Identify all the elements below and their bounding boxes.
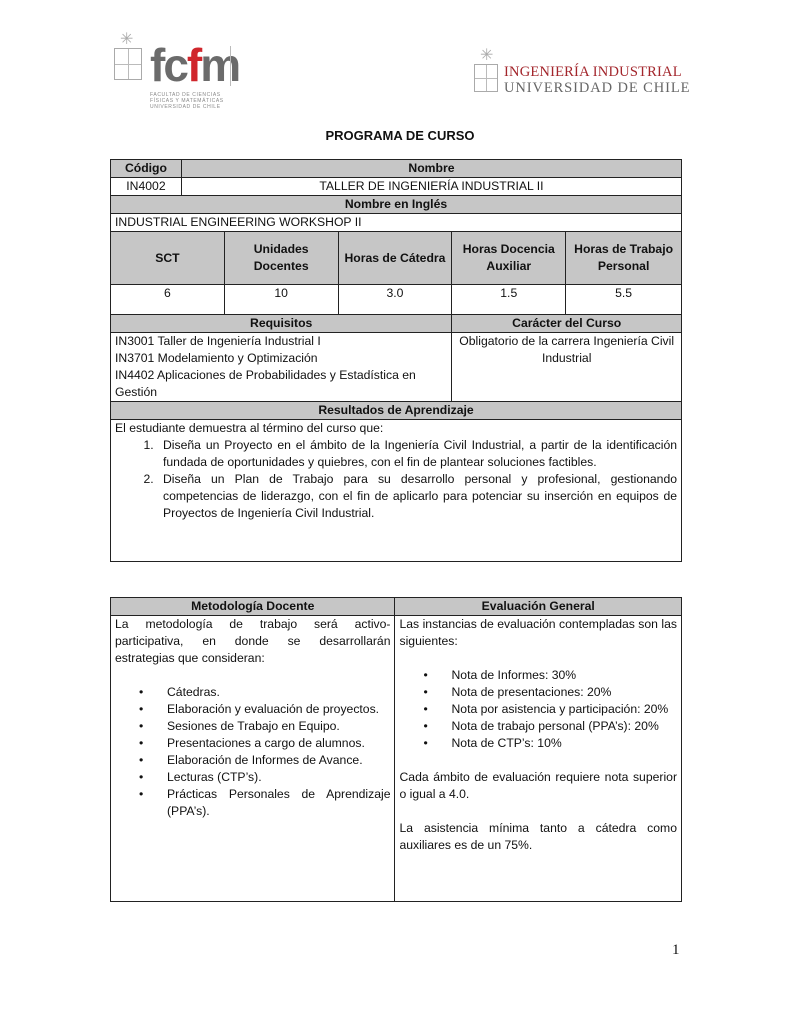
outcomes-intro: El estudiante demuestra al término del curso que: [115, 421, 384, 435]
sct-value: 6 [111, 285, 225, 315]
evaluation-item: • Nota de CTP’s: 10% [437, 735, 677, 752]
methodology-item: • Cátedras. [153, 684, 390, 701]
methodology-content [111, 616, 395, 902]
methodology-item: • Lecturas (CTP’s). [153, 769, 390, 786]
sun-emblem-icon: ✳ [120, 31, 134, 48]
requirements-header: Requisitos [111, 315, 452, 333]
logo-divider [230, 46, 231, 86]
evaluation-item: • Nota de Informes: 30% [437, 667, 677, 684]
methodology-list [115, 684, 390, 820]
lecture-hours-header: Horas de Cátedra [338, 232, 452, 285]
methodology-intro: La metodología de trabajo será activo-participativa, en donde se desarrollarán estrategias que consideran: [115, 617, 391, 665]
english-name: INDUSTRIAL ENGINEERING WORKSHOP II [111, 214, 682, 232]
methodology-header: Metodología Docente [111, 598, 395, 616]
course-info-table [110, 159, 682, 562]
course-name: TALLER DE INGENIERÍA INDUSTRIAL II [181, 178, 681, 196]
lecture-hours-value: 3.0 [338, 285, 452, 315]
auxiliary-hours-header: Horas Docencia Auxiliar [452, 232, 566, 285]
personal-work-hours-header: Horas de Trabajo Personal [566, 232, 682, 285]
outcomes-list [115, 437, 677, 522]
sct-header: SCT [111, 232, 225, 285]
teaching-units-value: 10 [224, 285, 338, 315]
attendance-note: La asistencia mínima tanto a cátedra como auxiliares es de un 75%. [399, 821, 677, 852]
course-character: Obligatorio de la carrera Ingeniería Civil Industrial [452, 333, 682, 402]
fcfm-logo [112, 31, 240, 112]
course-character-header: Carácter del Curso [452, 315, 682, 333]
fcfm-wordmark: fcfm [150, 39, 240, 91]
outcome-item: 1. Diseña un Proyecto en el ámbito de la Ingeniería Civil Industrial, a partir de la identificación fundada de oportunidades y quiebres, con el fin de plantear soluciones factibles. [157, 437, 677, 471]
english-name-header: Nombre en Inglés [111, 196, 682, 214]
sun-emblem-icon: ✳ [480, 47, 494, 64]
page-number: 1 [672, 942, 680, 958]
outcome-item: 2. Diseña un Plan de Trabajo para su desarrollo personal y profesional, gestionando competencias de liderazgo, con el fin de aplicarlo para potenciar su inserción en equipos de Proyectos de Ingeniería Civil Industrial. [157, 471, 677, 522]
methodology-item: • Sesiones de Trabajo en Equipo. [153, 718, 390, 735]
evaluation-intro: Las instancias de evaluación contempladas son las siguientes: [399, 617, 677, 648]
evaluation-header: Evaluación General [395, 598, 682, 616]
ingenieria-industrial-logo [472, 47, 691, 100]
methodology-item: • Prácticas Personales de Aprendizaje (PPA’s). [153, 786, 390, 820]
methodology-item: • Presentaciones a cargo de alumnos. [153, 735, 390, 752]
requirement-item: IN3701 Modelamiento y Optimización [115, 351, 318, 365]
evaluation-list [399, 667, 677, 752]
page-title: PROGRAMA DE CURSO [325, 128, 475, 143]
fcfm-subtitle: FACULTAD DE CIENCIAS FÍSICAS Y MATEMÁTICAS UNIVERSIDAD DE CHILE [150, 92, 224, 110]
methodology-item: • Elaboración de Informes de Avance. [153, 752, 390, 769]
teaching-units-header: Unidades Docentes [224, 232, 338, 285]
learning-outcomes [111, 420, 682, 562]
university-shield-icon [474, 64, 498, 92]
university-name: UNIVERSIDAD DE CHILE [504, 80, 691, 96]
auxiliary-hours-value: 1.5 [452, 285, 566, 315]
department-name: INGENIERÍA INDUSTRIAL [504, 64, 682, 80]
evaluation-item: • Nota por asistencia y participación: 20% [437, 701, 677, 718]
code-header: Código [111, 160, 182, 178]
methodology-evaluation-table [110, 597, 682, 902]
methodology-item: • Elaboración y evaluación de proyectos. [153, 701, 390, 718]
evaluation-content [395, 616, 682, 902]
requirements-list [111, 333, 452, 402]
requirement-item: IN4402 Aplicaciones de Probabilidades y Estadística en Gestión [115, 368, 416, 399]
personal-work-hours-value: 5.5 [566, 285, 682, 315]
course-code: IN4002 [111, 178, 182, 196]
university-shield-icon [114, 48, 142, 80]
passing-grade-note: Cada ámbito de evaluación requiere nota superior o igual a 4.0. [399, 770, 677, 801]
evaluation-item: • Nota de trabajo personal (PPA’s): 20% [437, 718, 677, 735]
name-header: Nombre [181, 160, 681, 178]
learning-outcomes-header: Resultados de Aprendizaje [111, 402, 682, 420]
requirement-item: IN3001 Taller de Ingeniería Industrial I [115, 334, 321, 348]
evaluation-item: • Nota de presentaciones: 20% [437, 684, 677, 701]
